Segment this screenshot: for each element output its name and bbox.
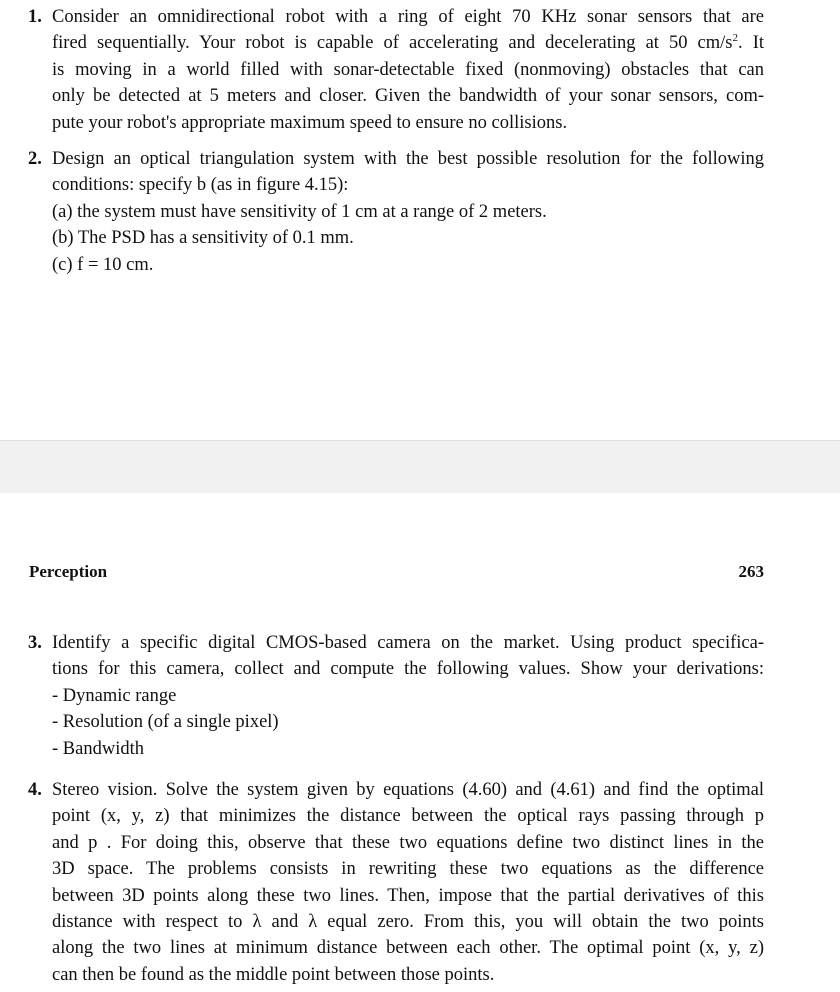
problem-4-line-8: can then be found as the middle point between those points.: [52, 964, 495, 985]
problem-2-line-1: Design an optical triangulation system with the best possible resolution for the following: [52, 149, 764, 169]
problem-1-line-2: [52, 30, 764, 56]
problem-1-line-2-text: fired sequentially. Your robot is capable of accelerating and decelerating at 50 cm/s: [52, 33, 733, 54]
problem-2-line-2: conditions: specify b (as in figure 4.15):: [52, 175, 349, 196]
problem-3-line-4: - Resolution (of a single pixel): [52, 712, 279, 733]
page-top-section: [0, 0, 840, 440]
problem-2: [28, 146, 764, 278]
problem-1: [28, 4, 764, 136]
problem-3-line-1: Identify a specific digital CMOS-based camera on the market. Using product specifica-: [52, 633, 764, 653]
running-header-chapter: Perception: [29, 562, 108, 581]
problem-4-line-1: Stereo vision. Solve the system given by equations (4.60) and (4.61) and find the optimal: [52, 780, 764, 800]
problem-4-line-7: along the two lines at minimum distance between each other. The optimal point (x, y, z): [52, 938, 764, 959]
problem-4-line-5: between 3D points along these two lines. Then, impose that the partial derivatives of this: [52, 885, 764, 906]
problem-1-superscript: 2: [732, 32, 738, 45]
running-header-page-number: 263: [738, 562, 764, 581]
problem-2-number: 2.: [28, 149, 42, 169]
problem-2-line-3: (a) the system must have sensitivity of 1 cm at a range of 2 meters.: [52, 201, 547, 222]
problem-3-line-2: tions for this camera, collect and compute the following values. Show your derivations:: [52, 659, 764, 680]
problem-4-number: 4.: [28, 780, 42, 800]
problem-2-line-5: (c) f = 10 cm.: [52, 254, 154, 275]
problem-1-line-4: only be detected at 5 meters and closer. Given the bandwidth of your sonar sensors, com-: [52, 86, 764, 107]
problem-2-line-4: (b) The PSD has a sensitivity of 0.1 mm.: [52, 228, 354, 249]
problem-1-number: 1.: [28, 7, 42, 27]
problem-3-line-5: - Bandwidth: [52, 738, 144, 759]
page-break-gap: [0, 440, 840, 494]
problem-3-line-3: - Dynamic range: [52, 685, 177, 706]
problem-4-line-2: point (x, y, z) that minimizes the distance between the optical rays passing through p: [52, 806, 764, 827]
problem-1-line-1: Consider an omnidirectional robot with a ring of eight 70 KHz sonar sensors that are: [52, 7, 764, 27]
problem-3-number: 3.: [28, 633, 42, 653]
problem-4-line-3: and p . For doing this, observe that these two equations define two distinct lines in the: [52, 832, 764, 853]
page-bottom-section: [0, 493, 840, 992]
problem-1-line-3: is moving in a world filled with sonar-detectable fixed (nonmoving) obstacles that can: [52, 59, 764, 80]
problem-4: [28, 777, 764, 988]
problem-4-line-6: distance with respect to λ and λ equal zero. From this, you will obtain the two points: [52, 912, 764, 933]
problem-1-line-2-tail: . It: [738, 33, 764, 54]
problem-1-line-5: pute your robot's appropriate maximum speed to ensure no collisions.: [52, 112, 568, 133]
problem-4-line-4: 3D space. The problems consists in rewriting these two equations as the difference: [52, 859, 764, 880]
problem-3: [28, 630, 764, 762]
